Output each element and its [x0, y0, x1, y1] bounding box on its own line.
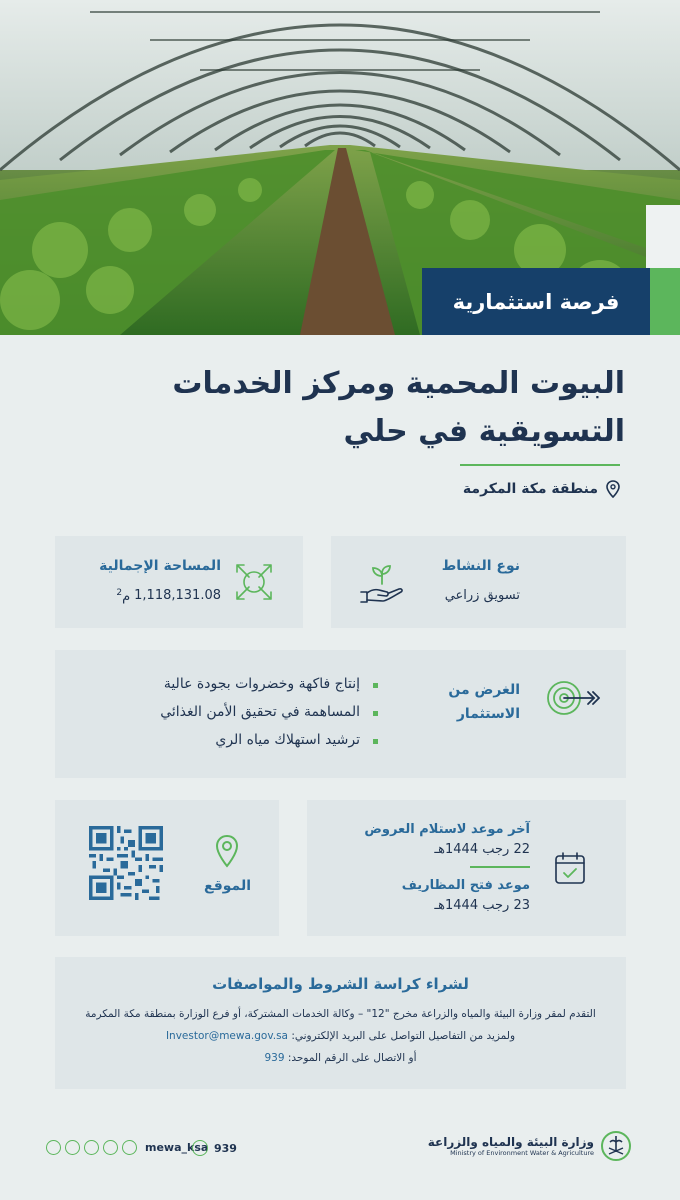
dates-card: [307, 800, 626, 936]
area-card: [55, 536, 303, 628]
email-link[interactable]: Investor@mewa.gov.sa: [165, 1030, 288, 1042]
snapchat-icon[interactable]: [84, 1140, 99, 1155]
purpose-item-2: المساهمة في تحقيق الأمن الغذائي: [160, 704, 378, 720]
opening-value: 23 رجب 1444هـ: [434, 898, 530, 913]
title-line-1: البيوت المحمية ومركز الخدمات: [172, 366, 625, 401]
hero-image: [0, 0, 680, 335]
ministry-name-ar: وزارة البيئة والمياه والزراعة: [427, 1135, 594, 1149]
area-value-row: [116, 588, 221, 604]
region: [463, 480, 620, 498]
instagram-icon[interactable]: [122, 1140, 137, 1155]
area-unit: م$^2$: [116, 588, 131, 605]
twitter-icon[interactable]: [46, 1140, 61, 1155]
social-links: [46, 1140, 208, 1155]
ministry-logo: [428, 1130, 632, 1162]
calendar-check-icon: [554, 851, 586, 885]
location-label: الموقع: [204, 878, 251, 894]
target-icon: [546, 678, 600, 718]
dates-divider: [470, 866, 530, 868]
region-text: منطقة مكة المكرمة: [462, 481, 598, 497]
area-label: المساحة الإجمالية: [99, 558, 221, 574]
activity-card: [331, 536, 626, 628]
footer-phone-number[interactable]: 939: [214, 1141, 237, 1155]
badge-accent-green: [646, 268, 680, 335]
title-line-2: التسويقية في حلي: [343, 414, 625, 449]
conditions-line-1: التقدم لمقر وزارة البيئة والمياه والزراعة مخرج "12" – وكالة الخدمات المشتركة، أو فرع الوزارة بمنطقة مكة المكرمة: [85, 1008, 596, 1020]
location-pin-icon: [606, 480, 620, 498]
linkedin-icon[interactable]: [65, 1140, 80, 1155]
location-card: [55, 800, 279, 936]
expand-area-icon: [235, 563, 273, 601]
conditions-card: [55, 957, 626, 1089]
plant-hand-icon: [359, 562, 405, 604]
phone-link[interactable]: 939: [264, 1052, 285, 1064]
purpose-list: [160, 676, 378, 760]
title-divider: [460, 464, 620, 466]
purpose-label-line-2: الاستثمار: [456, 706, 520, 722]
page-title: [55, 360, 625, 456]
ministry-name-en: Ministry of Environment Water & Agriculture: [450, 1149, 594, 1157]
deadline-value: 22 رجب 1444هـ: [434, 842, 530, 857]
purpose-item-1: إنتاج فاكهة وخضروات بجودة عالية: [160, 676, 378, 692]
opportunity-badge: فرصة استثمارية: [422, 268, 650, 335]
social-handle[interactable]: mewa_ksa: [145, 1141, 209, 1154]
ministry-name: [428, 1135, 594, 1157]
purpose-label-line-1: الغرض من: [448, 682, 520, 698]
qr-code[interactable]: [89, 826, 163, 900]
badge-accent-light: [646, 205, 680, 268]
conditions-line-2-text: ولمزيد من التفاصيل التواصل على البريد الإلكتروني:: [288, 1030, 516, 1042]
purpose-label: [448, 678, 520, 726]
conditions-line-3: [55, 1047, 626, 1069]
conditions-line-2: [55, 1025, 626, 1047]
location-pin-icon: [215, 834, 239, 868]
purpose-item-3: ترشيد استهلاك مياه الري: [160, 732, 378, 748]
activity-label: نوع النشاط: [441, 558, 520, 574]
purpose-card: [55, 650, 626, 778]
deadline-label: آخر موعد لاستلام العروض: [364, 822, 530, 837]
youtube-icon[interactable]: [103, 1140, 118, 1155]
activity-value: تسويق زراعي: [444, 588, 520, 603]
opening-label: موعد فتح المظاريف: [401, 878, 530, 893]
footer: [0, 1120, 680, 1180]
conditions-line-3-text: أو الاتصال على الرقم الموحد:: [284, 1052, 417, 1064]
ministry-emblem-icon: [600, 1130, 632, 1162]
conditions-text: [55, 1003, 626, 1069]
area-value: 1,118,131.08: [134, 588, 221, 603]
conditions-title: لشراء كراسة الشروط والمواصفات: [212, 975, 469, 993]
phone-icon: [192, 1140, 208, 1156]
footer-phone: [192, 1140, 237, 1156]
